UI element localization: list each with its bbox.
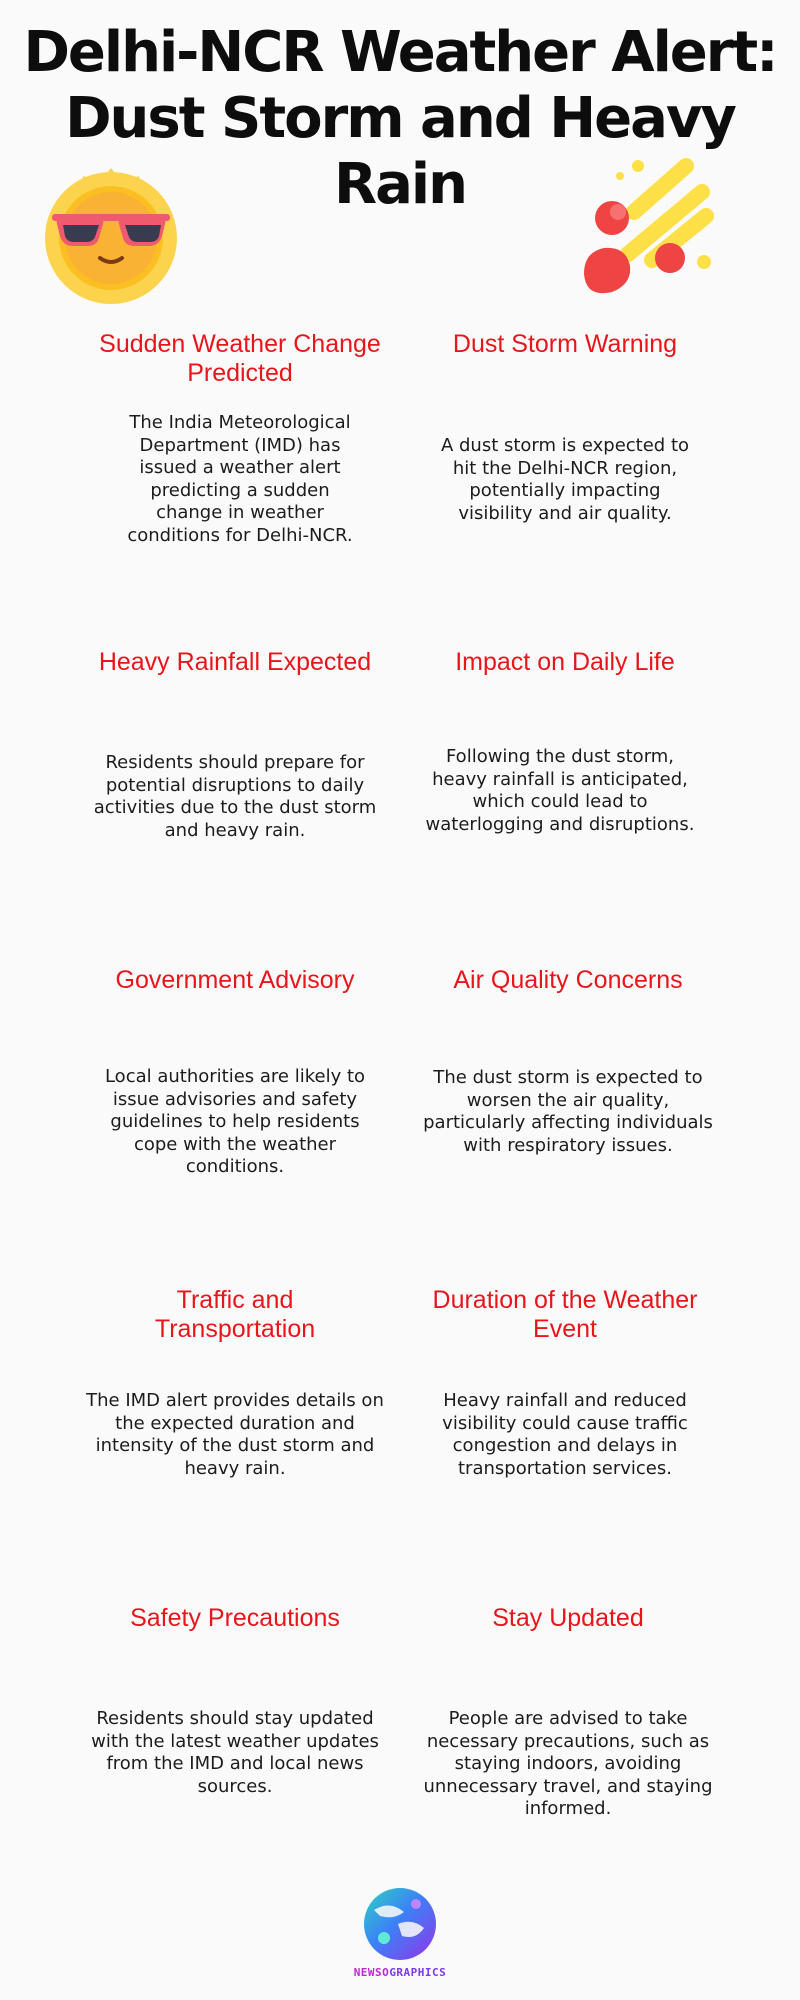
card-heading: Air Quality Concerns <box>453 966 683 994</box>
newsographics-logo <box>340 1880 460 1990</box>
logo-text-newso: NEWSO <box>353 1966 390 1979</box>
card-text: Local authorities are likely to issue advisories and safety guidelines to help residents cope with the weather conditions. <box>104 1066 366 1177</box>
card-text: The dust storm is expected to worsen the air quality, particularly affecting individuals with respiratory issues. <box>423 1067 713 1156</box>
card-text: The IMD alert provides details on the expected duration and intensity of the dust storm and heavy rain. <box>86 1390 384 1479</box>
card-text: Residents should stay updated with the latest weather updates from the IMD and local news sources. <box>91 1708 379 1797</box>
logo-text <box>340 1966 460 1979</box>
card-heading: Sudden Weather Change Predicted <box>99 330 381 387</box>
card-text: Heavy rainfall and reduced visibility could cause traffic congestion and delays in transportation services. <box>442 1390 688 1479</box>
card-heading: Safety Precautions <box>130 1604 340 1632</box>
logo-text-graphics: GRAPHICS <box>389 1966 447 1979</box>
page-title-line-1: Delhi-NCR Weather Alert: <box>23 20 777 85</box>
card-heading: Duration of the Weather Event <box>432 1286 698 1343</box>
card-heading: Impact on Daily Life <box>455 648 675 676</box>
card-heading: Traffic and Transportation <box>154 1286 316 1343</box>
card-heading: Stay Updated <box>492 1604 644 1632</box>
card-text: A dust storm is expected to hit the Delhi-NCR region, potentially impacting visibility and air quality. <box>440 435 690 524</box>
page-title-line-2: Dust Storm and Heavy Rain <box>65 86 735 217</box>
card-heading: Dust Storm Warning <box>452 330 678 358</box>
sun-with-sunglasses-icon <box>36 168 186 308</box>
dust-storm-icon <box>574 156 724 306</box>
card-heading: Government Advisory <box>115 966 355 994</box>
card-text: The India Meteorological Department (IMD) has issued a weather alert predicting a sudden change in weather conditions for Delhi-NCR. <box>127 412 353 546</box>
newsographics-logo-icon <box>340 1880 460 1966</box>
card-text: People are advised to take necessary precautions, such as staying indoors, avoiding unnecessary travel, and staying informed. <box>423 1708 713 1819</box>
card-heading: Heavy Rainfall Expected <box>98 648 372 676</box>
card-text: Residents should prepare for potential disruptions to daily activities due to the dust storm and heavy rain. <box>93 752 377 841</box>
card-text: Following the dust storm, heavy rainfall is anticipated, which could lead to waterlogging and disruptions. <box>425 746 695 835</box>
